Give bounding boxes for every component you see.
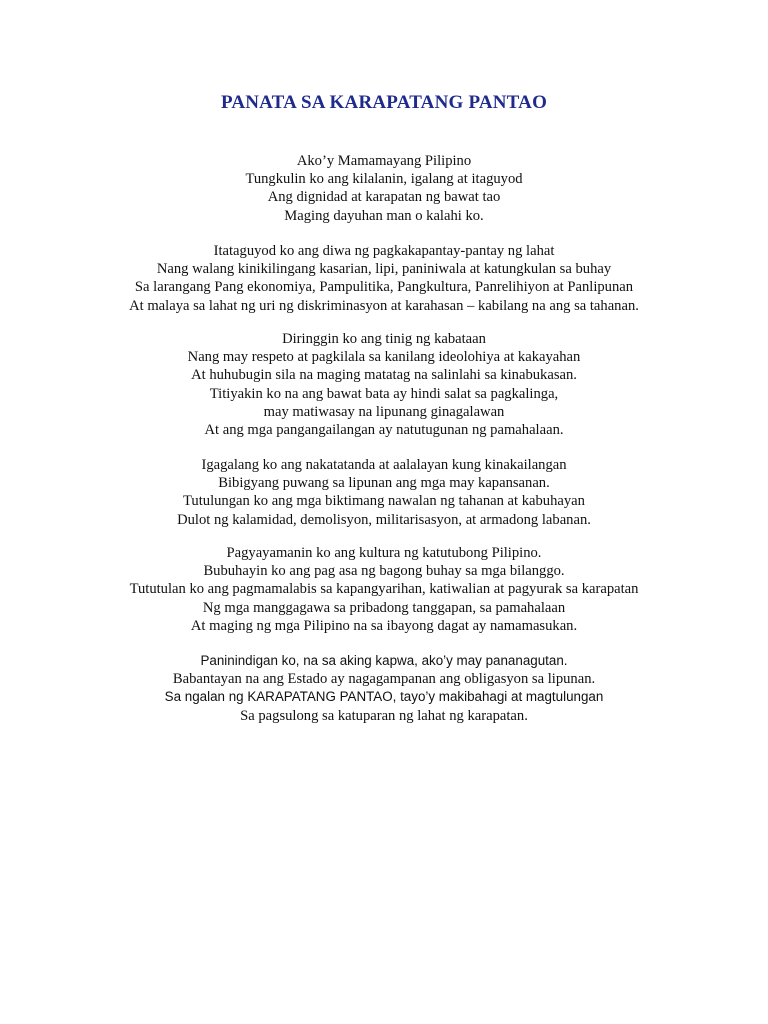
stanza-line: At ang mga pangangailangan ay natutugunan ng pamahalaan. [204, 421, 564, 438]
stanza-line: Nang walang kinikilingang kasarian, lipi, paniniwala at katungkulan sa buhay [156, 261, 612, 278]
stanza-line: Sa ngalan ng KARAPATANG PANTAO, tayo’y makibahagi at magtulungan [164, 689, 604, 705]
stanza-line: Bibigyang puwang sa lipunan ang mga may kapansanan. [218, 475, 550, 492]
stanza-line: Sa larangang Pang ekonomiya, Pampulitika, Pangkultura, Panrelihiyon at Panlipunan [134, 279, 634, 296]
stanza-line: Pagyayamanin ko ang kultura ng katutubong Pilipino. [226, 545, 542, 561]
stanza-line: Titiyakin ko na ang bawat bata ay hindi salat sa pagkalinga, [209, 385, 559, 402]
stanza-line: Bubuhayin ko ang pag asa ng bagong buhay sa mga bilanggo. [203, 563, 565, 580]
stanza-line: Dulot ng kalamidad, demolisyon, militarisasyon, at armadong labanan. [177, 511, 591, 528]
stanza-line: At malaya sa lahat ng uri ng diskriminasyon at karahasan – kabilang na ang sa tahanan. [129, 297, 639, 314]
stanza-line: Itataguyod ko ang diwa ng pagkakapantay-pantay ng lahat [213, 243, 555, 259]
stanza-2 [0, 242, 768, 315]
stanza-4 [0, 456, 768, 529]
stanza-line: Ng mga manggagawa sa pribadong tanggapan, sa pamahalaan [202, 599, 566, 616]
stanza-line: Tungkulin ko ang kilalanin, igalang at itaguyod [245, 171, 523, 188]
stanza-line: Tututulan ko ang pagmamalabis sa kapangyarihan, katiwalian at pagyurak sa karapatan [129, 581, 639, 598]
stanza-line: Igagalang ko ang nakatatanda at aalalayan kung kinakailangan [201, 457, 567, 473]
stanza-6 [0, 652, 768, 725]
stanza-line: Ang dignidad at karapatan ng bawat tao [267, 189, 501, 206]
stanza-line: At huhubugin sila na maging matatag na salinlahi sa kinabukasan. [191, 367, 577, 384]
stanza-5 [0, 544, 768, 635]
stanza-line: Paninindigan ko, na sa aking kapwa, ako’y may pananagutan. [200, 653, 568, 668]
stanza-line: Babantayan na ang Estado ay nagagampanan ang obligasyon sa lipunan. [172, 671, 596, 688]
stanza-line: At maging ng mga Pilipino na sa ibayong dagat ay namamasukan. [190, 617, 578, 634]
stanza-line: Diringgin ko ang tinig ng kabataan [282, 331, 486, 347]
stanza-line: Nang may respeto at pagkilala sa kanilang ideolohiya at kakayahan [187, 349, 581, 366]
stanza-3 [0, 330, 768, 439]
stanza-line: may matiwasay na lipunang ginagalawan [263, 403, 505, 420]
stanza-line: Sa pagsulong sa katuparan ng lahat ng karapatan. [240, 707, 528, 724]
stanza-line: Tutulungan ko ang mga biktimang nawalan ng tahanan at kabuhayan [183, 493, 585, 510]
stanza-line: Maging dayuhan man o kalahi ko. [284, 207, 484, 224]
document-title: PANATA SA KARAPATANG PANTAO [220, 92, 548, 113]
stanza-1 [0, 152, 768, 225]
stanza-line: Ako’y Mamamayang Pilipino [296, 153, 472, 169]
